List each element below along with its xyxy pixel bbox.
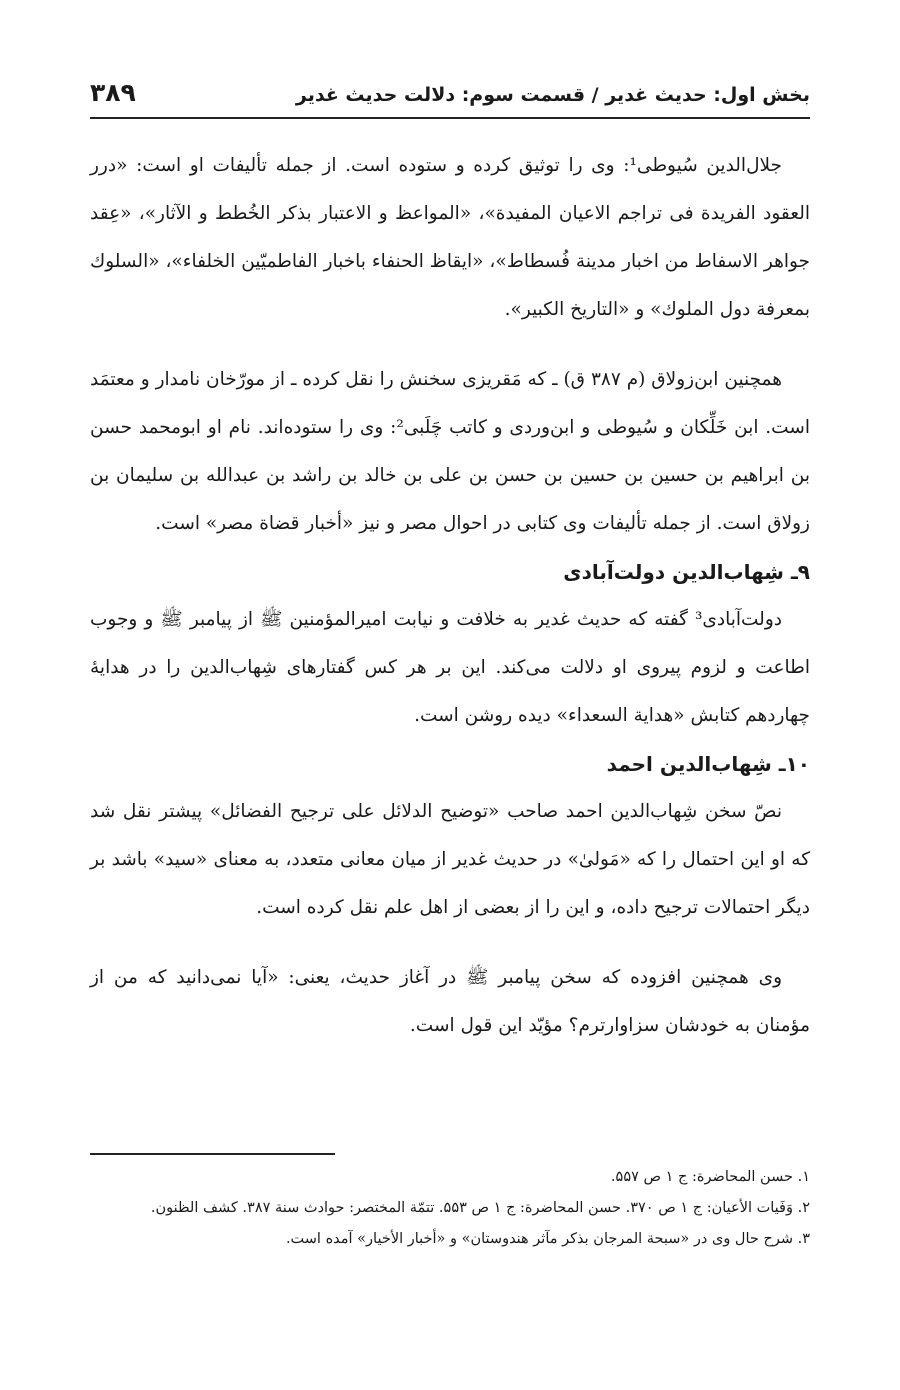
footnote-1: ۱. حسن المحاضرة: ج ۱ ص ۵۵۷. [610, 1169, 810, 1185]
footnotes [90, 1162, 810, 1255]
paragraph-gap [90, 334, 810, 356]
footnote-3: ۳. شرح حال وی در «سبحة المرجان بذکر مآثر هندوستان» و «أخبار الأخیار» آمده است. [285, 1231, 810, 1247]
section-heading-9: ۹ـ شِهاب‌الدین دولت‌آبادی [563, 560, 810, 584]
paragraph-ibn-zulaq: همچنین ابن‌زولاق (م ۳۸۷ ق) ـ که مَقریزی سخنش را نقل کرده ـ از مورّخان نامدار و معتمَد است. ابن خَلِّکان و سُیوطی و ابن‌وردی و کاتب چَلَبی²: وی را ستوده‌اند. نام او ابومحمد حسن بن ابراهیم بن حسین بن حسین بن حسن بن علی بن خالد بن راشد بن عبدالله بن سلیمان بن زولاق است. از جمله تألیفات وی کتابی در احوال مصر و نیز «أخبار قضاة مصر» است. [90, 369, 810, 534]
footnote-2: ۲. وَفَیات الأعیان: ج ۱ ص ۳۷۰. حسن المحاضرة: ج ۱ ص ۵۵۳. تتمّة المختصر: حوادث سنة ۳۸۷. کشف الظنون. [150, 1200, 810, 1216]
book-page [90, 60, 810, 1360]
paragraph-prophet-saying: وی همچنین افزوده که سخن پیامبر ﷺ در آغاز حدیث، یعنی: «آیا نمی‌دانید که من از مؤمنان به خودشان سزاوارترم؟ مؤیّد این قول است. [90, 967, 810, 1036]
paragraph-gap [90, 932, 810, 954]
running-header-title: بخش اول: حدیث غدیر / قسمت سوم: دلالت حدیث غدیر [295, 84, 810, 106]
running-header [90, 78, 810, 114]
paragraph-suyuti: جلال‌الدین سُیوطی¹: وی را توثیق کرده و ستوده است. از جمله تألیفات او است: «درر العقود الفریدة فی تراجم الاعیان المفیدة»، «المواعظ و الاعتبار بذکر الخُطط و الآثار»، «عِقد جواهر الاسفاط من اخبار مدینة فُسطاط»، «ایقاظ الحنفاء باخبار الفاطمیّین الخلفاء»، «السلوك بمعرفة دول الملوك» و «التاریخ الکبیر». [90, 155, 810, 320]
header-rule [90, 117, 810, 119]
section-heading-10: ۱۰ـ شِهاب‌الدین احمد [606, 752, 810, 776]
footnote-rule [90, 1153, 335, 1155]
main-text [90, 142, 810, 1050]
paragraph-dowlatabadi: دولت‌آبادی³ گفته که حدیث غدیر به خلافت و نیابت امیرالمؤمنین ﷺ از پیامبر ﷺ و وجوب اطاعت و لزوم پیروی او دلالت می‌کند. این بر هر کس گفتارهای شِهاب‌الدین را در هدایهٔ چهاردهم کتابش «هدایة السعداء» دیده روشن است. [90, 609, 810, 726]
paragraph-shihab-ahmad: نصّ سخن شِهاب‌الدین احمد صاحب «توضیح الدلائل علی ترجیح الفضائل» پیشتر نقل شد که او این احتمال را که «مَولیٰ» در حدیث غدیر از میان معانی متعدد، به معنای «سید» باشد بر دیگر احتمالات ترجیح داده، و این را از بعضی از اهل علم نقل کرده است. [90, 801, 810, 918]
page-number: ۳۸۹ [90, 78, 136, 107]
